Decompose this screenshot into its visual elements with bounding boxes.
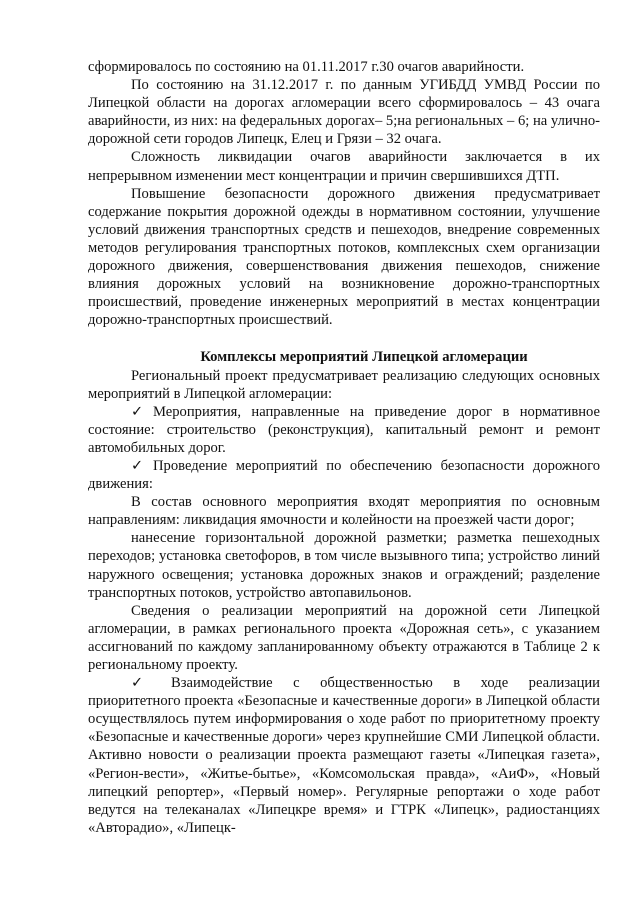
checkmark-icon: ✓ <box>131 675 144 692</box>
bullet-text: Мероприятия, направленные на приведение дорог в нормативное состояние: строительство (реконструкция), капитальный ремонт и ремонт автомобильных дорог. <box>88 403 600 456</box>
bullet-item <box>88 403 600 457</box>
section-heading: Комплексы мероприятий Липецкой агломерации <box>200 349 528 366</box>
bullet-text: Взаимодействие с общественностью в ходе реализации приоритетного проекта «Безопасные и качественные дороги» в Липецкой области осуществлялось путем информирования о ходе работ по приоритетному проекту «Безопасные и качественные дороги» через крупнейшие СМИ Липецкой области. Активно новости о реализации проекта размещают газеты «Липецкая газета», «Регион-вести», «Житье-бытье», «Комсомольская правда», «АиФ», «Новый липецкий репортер», «Первый номер». Регулярные репортажи о ходе работ ведутся на телеканалах «Липецкре время» и ГТРК «Липецк», радиостанциях «Авторадио», «Липецк- <box>88 675 600 836</box>
paragraph: По состоянию на 31.12.2017 г. по данным УГИБДД УМВД России по Липецкой области на дорогах агломерации всего сформировалось – 43 очага аварийности, из них: на федеральных дорогах– 5;на региональных – 6; на улично-дорожной сети городов Липецк, Елец и Грязи – 32 очага. <box>88 77 600 148</box>
bullet-item <box>88 457 600 493</box>
paragraph: В состав основного мероприятия входят мероприятия по основным направлениям: ликвидация ямочности и колейности на проезжей части дорог; <box>88 494 600 529</box>
paragraph: Сложность ликвидации очагов аварийности заключается в их непрерывном изменении мест концентрации и причин свершившихся ДТП. <box>88 149 600 184</box>
checkmark-icon: ✓ <box>131 457 144 474</box>
bullet-text: Проведение мероприятий по обеспечению безопасности дорожного движения: <box>88 457 600 493</box>
paragraph: сформировалось по состоянию на 01.11.2017 г.30 очагов аварийности. <box>88 59 525 75</box>
checkmark-icon: ✓ <box>131 403 144 420</box>
paragraph: нанесение горизонтальной дорожной разметки; разметка пешеходных переходов; установка светофоров, в том числе вызывного типа; устройство линий наружного освещения; установка дорожных знаков и ограждений; разделение транспортных потоков, устройство автопавильонов. <box>88 530 600 601</box>
bullet-item <box>88 674 600 837</box>
paragraph: Повышение безопасности дорожного движения предусматривает содержание покрытия дорожной одежды в нормативном состоянии, улучшение условий движения транспортных средств и пешеходов, внедрение современных методов регулирования транспортных потоков, комплексных схем организации дорожного движения, совершенствования движения пешеходов, снижение влияния дорожных условий на возникновение дорожно-транспортных происшествий, проведение инженерных мероприятий в местах концентрации дорожно-транспортных происшествий. <box>88 185 600 329</box>
paragraph: Региональный проект предусматривает реализацию следующих основных мероприятий в Липецкой агломерации: <box>88 367 600 402</box>
paragraph: Сведения о реализации мероприятий на дорожной сети Липецкой агломерации, в рамках регионального проекта «Дорожная сеть», с указанием ассигнований по каждому запланированному объекту отражаются в Таблице 2 к региональному проекту. <box>88 602 600 673</box>
document-page <box>88 58 600 837</box>
